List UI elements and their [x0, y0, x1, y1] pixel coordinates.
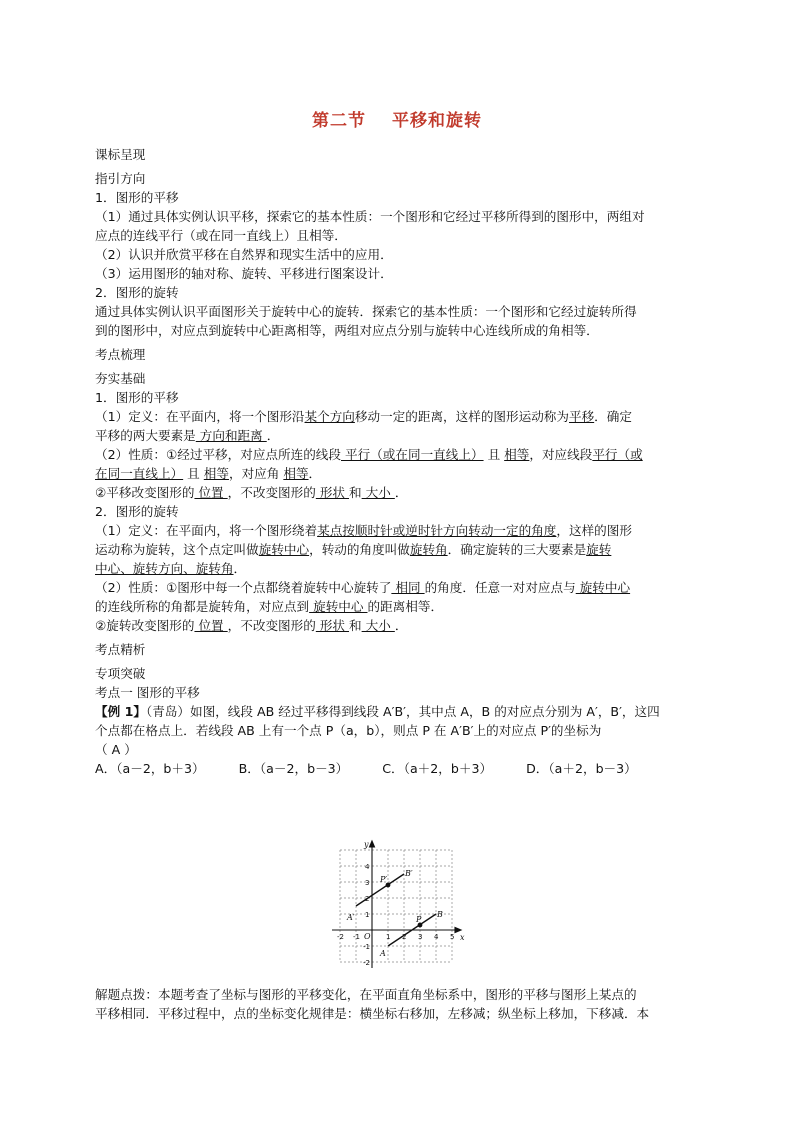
axis-y-label: y — [364, 840, 369, 849]
text-run: 的距离相等． — [367, 599, 444, 614]
ytick-label: -2 — [363, 959, 370, 967]
paragraph-line — [95, 483, 703, 502]
title-section-number: 第二节 — [312, 111, 366, 131]
paragraph-line — [95, 616, 703, 635]
text-run: ，对应角 — [228, 466, 280, 481]
text-run: ，转动的角度叫做 — [309, 542, 410, 557]
section-heading: 考点精析 — [95, 642, 146, 657]
fill-in-answer: 相同 — [391, 580, 425, 595]
axis-x-label: x — [460, 933, 465, 942]
fill-in-answer: 旋转角 — [409, 542, 448, 557]
text-run: （2）性质：①图形中每一个点都绕着旋转中心旋转了 — [95, 580, 392, 595]
label-b1: B′ — [405, 869, 413, 878]
text-run: ． — [233, 561, 247, 576]
text-run: 且 — [487, 447, 501, 462]
label-p: P — [416, 915, 422, 924]
fill-in-answer: 相等 — [203, 466, 229, 481]
paragraph-line — [95, 445, 703, 464]
paragraph-line — [95, 464, 703, 483]
text-run: ，不改变图形的 — [227, 618, 316, 633]
text-run: 移动一定的距离，这样的图形运动称为 — [354, 409, 569, 424]
section-heading: 专项突破 — [95, 666, 146, 681]
xtick-label: -1 — [353, 933, 360, 941]
origin-label: O — [364, 932, 371, 941]
fill-in-answer: 位置 — [194, 618, 228, 633]
paragraph-line — [95, 559, 703, 578]
example-answer: （ A ） — [95, 742, 137, 757]
text-run: （青岛）如图，线段 AB 经过平移得到线段 A′B′，其中点 A，B 的对应点分别为 A′，B′，这四 — [145, 704, 660, 719]
axes — [332, 841, 461, 968]
topic-heading: 考点一 图形的平移 — [95, 685, 200, 700]
ytick-label: 4 — [365, 863, 370, 871]
text-run: ．确定 — [594, 409, 632, 424]
fill-in-answer: 形状 — [315, 618, 350, 633]
paragraph-line: 通过具体实例认识平面图形关于旋转中心的旋转．探索它的基本性质：一个图形和它经过旋转所得 — [95, 304, 637, 319]
coordinate-figure — [330, 838, 465, 973]
paragraph-line — [95, 407, 703, 426]
fill-in-answer: 某个方向 — [304, 409, 355, 424]
solution-block — [95, 985, 703, 1023]
text-run: 平移的两大要素是 — [95, 428, 196, 443]
coordinate-grid-svg — [330, 838, 465, 973]
text-run: 运动称为旋转，这个点定叫做 — [95, 542, 259, 557]
example-line: 个点都在格点上．若线段 AB 上有一个点 P（a，b），则点 P 在 A′B′上的对应点 P′的坐标为 — [95, 723, 602, 738]
paragraph-line — [95, 521, 703, 540]
title-topic: 平移和旋转 — [392, 111, 482, 131]
paragraph-line: （3）运用图形的轴对称、旋转、平移进行图案设计． — [95, 266, 393, 281]
xtick-label: 5 — [450, 933, 455, 941]
fill-in-answer: 大小 — [361, 618, 395, 633]
ytick-label: 3 — [365, 879, 370, 887]
example-label: 【例 1】 — [95, 704, 146, 719]
text-run: ． — [266, 428, 280, 443]
fill-in-answer: 旋转 — [586, 542, 612, 557]
text-run: （1）定义：在平面内，将一个图形绕着 — [95, 523, 318, 538]
answer-options — [95, 759, 703, 778]
fill-in-answer: 旋转中心 — [309, 599, 368, 614]
guide-heading-translation: 1．图形的平移 — [95, 190, 179, 205]
text-run: ． — [394, 485, 408, 500]
xtick-label: 4 — [434, 933, 439, 941]
fill-in-answer: 在同一直线上） — [95, 466, 184, 481]
fill-in-answer: 方向和距离 — [195, 428, 267, 443]
label-b: B — [437, 910, 443, 919]
section-heading: 课标呈现 — [95, 147, 146, 162]
text-run: 和 — [349, 618, 362, 633]
basics-heading-rotation: 2．图形的旋转 — [95, 504, 179, 519]
fill-in-answer: 平行（或 — [592, 447, 643, 462]
solution-line: 解题点拨：本题考查了坐标与图形的平移变化，在平面直角坐标系中，图形的平移与图形上某点的 — [95, 987, 637, 1002]
text-run: ． — [394, 618, 408, 633]
xtick-label: 1 — [386, 933, 391, 941]
text-run: 的角度．任意一对对应点与 — [424, 580, 576, 595]
text-run: ，这样的图形 — [556, 523, 632, 538]
basics-heading-translation: 1．图形的平移 — [95, 390, 179, 405]
ytick-label: 2 — [365, 895, 370, 903]
text-run: （2）性质：①经过平移，对应点所连的线段 — [95, 447, 341, 462]
xtick-label: 2 — [402, 933, 407, 941]
ytick-label: -1 — [363, 943, 370, 951]
fill-in-answer: 平移 — [568, 409, 595, 424]
fill-in-answer: 旋转中心 — [575, 580, 631, 595]
ytick-label: 1 — [365, 911, 370, 919]
paragraph-line — [95, 578, 703, 597]
paragraph-line — [95, 426, 703, 445]
paragraph-line: （1）通过具体实例认识平移，探索它的基本性质：一个图形和它经过平移所得到的图形中，两组对 — [95, 209, 645, 224]
text-run: ②旋转改变图形的 — [95, 618, 195, 633]
fill-in-answer: 形状 — [315, 485, 350, 500]
xtick-label: -2 — [337, 933, 344, 941]
option-d: D．（a＋2，b－3） — [526, 761, 637, 776]
option-a: A．（a－2，b＋3） — [95, 761, 205, 776]
fill-in-answer: 相等 — [504, 447, 530, 462]
paragraph-line: （2）认识并欣赏平移在自然界和现实生活中的应用． — [95, 247, 393, 262]
text-run: ，不改变图形的 — [227, 485, 316, 500]
label-a1: A′ — [347, 913, 355, 922]
option-b: B．（a－2，b－3） — [238, 761, 349, 776]
fill-in-answer: 平行（或在同一直线上） — [341, 447, 484, 462]
fill-in-answer: 大小 — [361, 485, 395, 500]
section-heading: 夯实基础 — [95, 371, 146, 386]
fill-in-answer: 某点按顺时针或逆时针方向转动一定的角度 — [317, 523, 557, 538]
text-run: 和 — [349, 485, 362, 500]
text-run: ． — [308, 466, 322, 481]
paragraph-line — [95, 597, 703, 616]
xtick-label: 3 — [418, 933, 423, 941]
guide-heading-rotation: 2．图形的旋转 — [95, 285, 179, 300]
text-run: 且 — [187, 466, 200, 481]
fill-in-answer: 相等 — [283, 466, 309, 481]
section-heading: 考点梳理 — [95, 347, 146, 362]
text-run: ②平移改变图形的 — [95, 485, 195, 500]
paragraph-line — [95, 540, 703, 559]
example-line — [95, 702, 703, 721]
document-body — [95, 145, 703, 778]
solution-line: 平移相同．平移过程中，点的坐标变化规律是：横坐标右移加，左移减；纵坐标上移加，下移减．本 — [95, 1006, 650, 1021]
text-run: ，对应线段 — [529, 447, 593, 462]
label-a: A — [380, 949, 386, 958]
option-c: C．（a＋2，b＋3） — [382, 761, 493, 776]
text-run: ．确定旋转的三大要素是 — [447, 542, 587, 557]
fill-in-answer: 旋转中心 — [258, 542, 310, 557]
paragraph-line: 应点的连线平行（或在同一直线上）且相等． — [95, 228, 347, 243]
label-p1: P′ — [380, 875, 388, 884]
paragraph-line: 到的图形中，对应点到旋转中心距离相等，两组对应点分别与旋转中心连线所成的角相等． — [95, 323, 599, 338]
fill-in-answer: 中心、旋转方向、旋转角 — [95, 561, 234, 576]
section-heading: 指引方向 — [95, 171, 146, 186]
fill-in-answer: 位置 — [194, 485, 228, 500]
text-run: 的连线所称的角都是旋转角，对应点到 — [95, 599, 310, 614]
text-run: （1）定义：在平面内，将一个图形沿 — [95, 409, 305, 424]
page-title — [0, 106, 794, 131]
